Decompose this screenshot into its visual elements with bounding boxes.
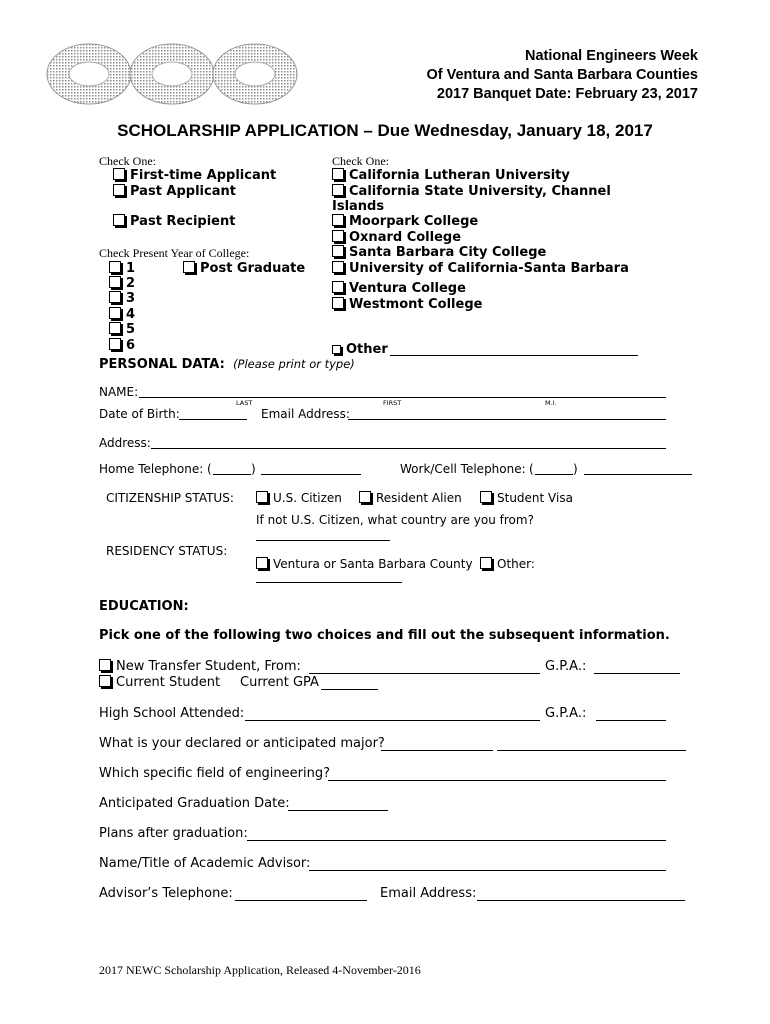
checkbox-student-visa[interactable]: Student Visa xyxy=(480,491,573,505)
transfer-from-line[interactable] xyxy=(309,673,540,674)
advisor-phone-label: Advisor’s Telephone: xyxy=(99,886,233,901)
checkbox-year-6[interactable]: 6 xyxy=(109,338,135,353)
dob-line[interactable] xyxy=(179,419,247,420)
country-question: If not U.S. Citizen, what country are you from? xyxy=(256,513,534,527)
transfer-gpa-label: G.P.A.: xyxy=(545,659,587,674)
plans-label: Plans after graduation: xyxy=(99,826,248,841)
checkbox-icon xyxy=(256,557,268,569)
education-heading: EDUCATION: xyxy=(99,599,189,614)
checkbox-icon xyxy=(480,491,492,503)
checkbox-icon xyxy=(99,659,111,671)
checkbox-icon xyxy=(332,168,344,180)
applicant-heading: Check One: xyxy=(99,154,156,168)
work-phone-line[interactable] xyxy=(584,474,692,475)
checkbox-new-transfer[interactable]: New Transfer Student, From: xyxy=(99,659,301,674)
checkbox-icon xyxy=(332,261,344,273)
checkbox-year-3[interactable]: 3 xyxy=(109,291,135,306)
checkbox-clu[interactable]: California Lutheran University xyxy=(332,168,570,183)
college-heading: Check One: xyxy=(332,154,389,168)
current-gpa-label: Current GPA xyxy=(240,675,319,690)
checkbox-post-graduate[interactable]: Post Graduate xyxy=(183,261,305,276)
work-area-code-line[interactable] xyxy=(535,474,573,475)
checkbox-icon xyxy=(109,307,121,319)
checkbox-year-1[interactable]: 1 xyxy=(109,261,135,276)
checkbox-icon xyxy=(109,261,121,273)
email-label: Email Address: xyxy=(261,407,350,421)
address-label: Address: xyxy=(99,436,151,450)
checkbox-year-4[interactable]: 4 xyxy=(109,307,135,322)
home-area-close: ) xyxy=(251,462,256,476)
newc-logo xyxy=(44,38,300,110)
work-phone-label: Work/Cell Telephone: xyxy=(400,462,526,476)
checkbox-icon xyxy=(113,214,125,226)
advisor-line[interactable] xyxy=(309,870,666,871)
field-line[interactable] xyxy=(328,780,666,781)
checkbox-icon xyxy=(99,675,111,687)
checkbox-icon xyxy=(332,281,344,293)
field-label: Which specific field of engineering? xyxy=(99,766,331,781)
major-line[interactable] xyxy=(381,750,493,751)
address-line[interactable] xyxy=(151,448,666,449)
hs-gpa-line[interactable] xyxy=(596,720,666,721)
checkbox-icon xyxy=(332,245,344,257)
personal-data-heading: PERSONAL DATA: (Please print or type) xyxy=(99,357,355,372)
checkbox-moorpark[interactable]: Moorpark College xyxy=(332,214,478,229)
year-heading: Check Present Year of College: xyxy=(99,246,250,260)
work-area-open: ( xyxy=(529,462,534,476)
checkbox-icon xyxy=(332,297,344,309)
advisor-label: Name/Title of Academic Advisor: xyxy=(99,856,311,871)
advisor-email-line[interactable] xyxy=(477,900,685,901)
other-college-line[interactable] xyxy=(390,355,638,356)
checkbox-icon xyxy=(480,557,492,569)
home-phone-line[interactable] xyxy=(261,474,361,475)
checkbox-icon xyxy=(109,322,121,334)
footer-release: 2017 NEWC Scholarship Application, Released 4-November-2016 xyxy=(99,963,421,977)
checkbox-icon xyxy=(332,230,344,242)
country-line[interactable] xyxy=(256,540,390,541)
hs-gpa-label: G.P.A.: xyxy=(545,706,587,721)
csuci-continued: Islands xyxy=(332,199,385,214)
checkbox-past-applicant[interactable]: Past Applicant xyxy=(113,184,236,199)
high-school-label: High School Attended: xyxy=(99,706,245,721)
checkbox-icon xyxy=(113,184,125,196)
first-caption: FIRST xyxy=(383,399,402,407)
transfer-gpa-line[interactable] xyxy=(594,673,680,674)
advisor-phone-line[interactable] xyxy=(235,900,367,901)
checkbox-icon xyxy=(183,261,195,273)
checkbox-ucsb[interactable]: University of California-Santa Barbara xyxy=(332,261,629,276)
checkbox-oxnard[interactable]: Oxnard College xyxy=(332,230,461,245)
mi-caption: M.I. xyxy=(545,399,557,407)
checkbox-icon xyxy=(359,491,371,503)
checkbox-icon xyxy=(109,291,121,303)
grad-date-label: Anticipated Graduation Date: xyxy=(99,796,290,811)
major-label: What is your declared or anticipated major? xyxy=(99,736,385,751)
checkbox-ventura-sb-county[interactable]: Ventura or Santa Barbara County xyxy=(256,557,473,571)
checkbox-icon xyxy=(332,345,341,354)
checkbox-icon xyxy=(332,184,344,196)
residency-label: RESIDENCY STATUS: xyxy=(106,544,228,558)
checkbox-sbcc[interactable]: Santa Barbara City College xyxy=(332,245,546,260)
checkbox-us-citizen[interactable]: U.S. Citizen xyxy=(256,491,342,505)
checkbox-icon xyxy=(256,491,268,503)
page-title: SCHOLARSHIP APPLICATION – Due Wednesday, January 18, 2017 xyxy=(117,121,653,140)
advisor-email-label: Email Address: xyxy=(380,886,477,901)
checkbox-icon xyxy=(109,276,121,288)
dob-label: Date of Birth: xyxy=(99,407,180,421)
home-area-code-line[interactable] xyxy=(213,474,251,475)
checkbox-past-recipient[interactable]: Past Recipient xyxy=(113,214,235,229)
org-counties: Of Ventura and Santa Barbara Counties xyxy=(426,67,698,83)
checkbox-residency-other[interactable]: Other: xyxy=(480,557,535,571)
checkbox-ventura[interactable]: Ventura College xyxy=(332,281,466,296)
major-line-2[interactable] xyxy=(497,750,686,751)
citizenship-label: CITIZENSHIP STATUS: xyxy=(106,491,234,505)
checkbox-year-5[interactable]: 5 xyxy=(109,322,135,337)
home-area-open: ( xyxy=(207,462,212,476)
checkbox-icon xyxy=(332,214,344,226)
banquet-date: 2017 Banquet Date: February 23, 2017 xyxy=(436,86,698,102)
email-line[interactable] xyxy=(348,419,666,420)
checkbox-icon xyxy=(113,168,125,180)
checkbox-other-college[interactable]: Other xyxy=(332,342,388,357)
checkbox-westmont[interactable]: Westmont College xyxy=(332,297,482,312)
checkbox-csuci[interactable]: California State University, Channel xyxy=(332,184,611,199)
checkbox-year-2[interactable]: 2 xyxy=(109,276,135,291)
plans-line[interactable] xyxy=(247,840,666,841)
residency-other-line[interactable] xyxy=(256,582,402,583)
high-school-line[interactable] xyxy=(245,720,540,721)
grad-date-line[interactable] xyxy=(288,810,388,811)
checkbox-icon xyxy=(109,338,121,350)
current-gpa-line[interactable] xyxy=(321,689,378,690)
checkbox-resident-alien[interactable]: Resident Alien xyxy=(359,491,462,505)
name-line[interactable] xyxy=(139,397,666,398)
last-caption: LAST xyxy=(236,399,253,407)
checkbox-first-time[interactable]: First-time Applicant xyxy=(113,168,276,183)
work-area-close: ) xyxy=(573,462,578,476)
education-instruction: Pick one of the following two choices and fill out the subsequent information. xyxy=(99,628,670,643)
checkbox-current-student[interactable]: Current Student xyxy=(99,675,220,690)
home-phone-label: Home Telephone: xyxy=(99,462,204,476)
org-name: National Engineers Week xyxy=(525,48,698,64)
name-label: NAME: xyxy=(99,385,139,399)
